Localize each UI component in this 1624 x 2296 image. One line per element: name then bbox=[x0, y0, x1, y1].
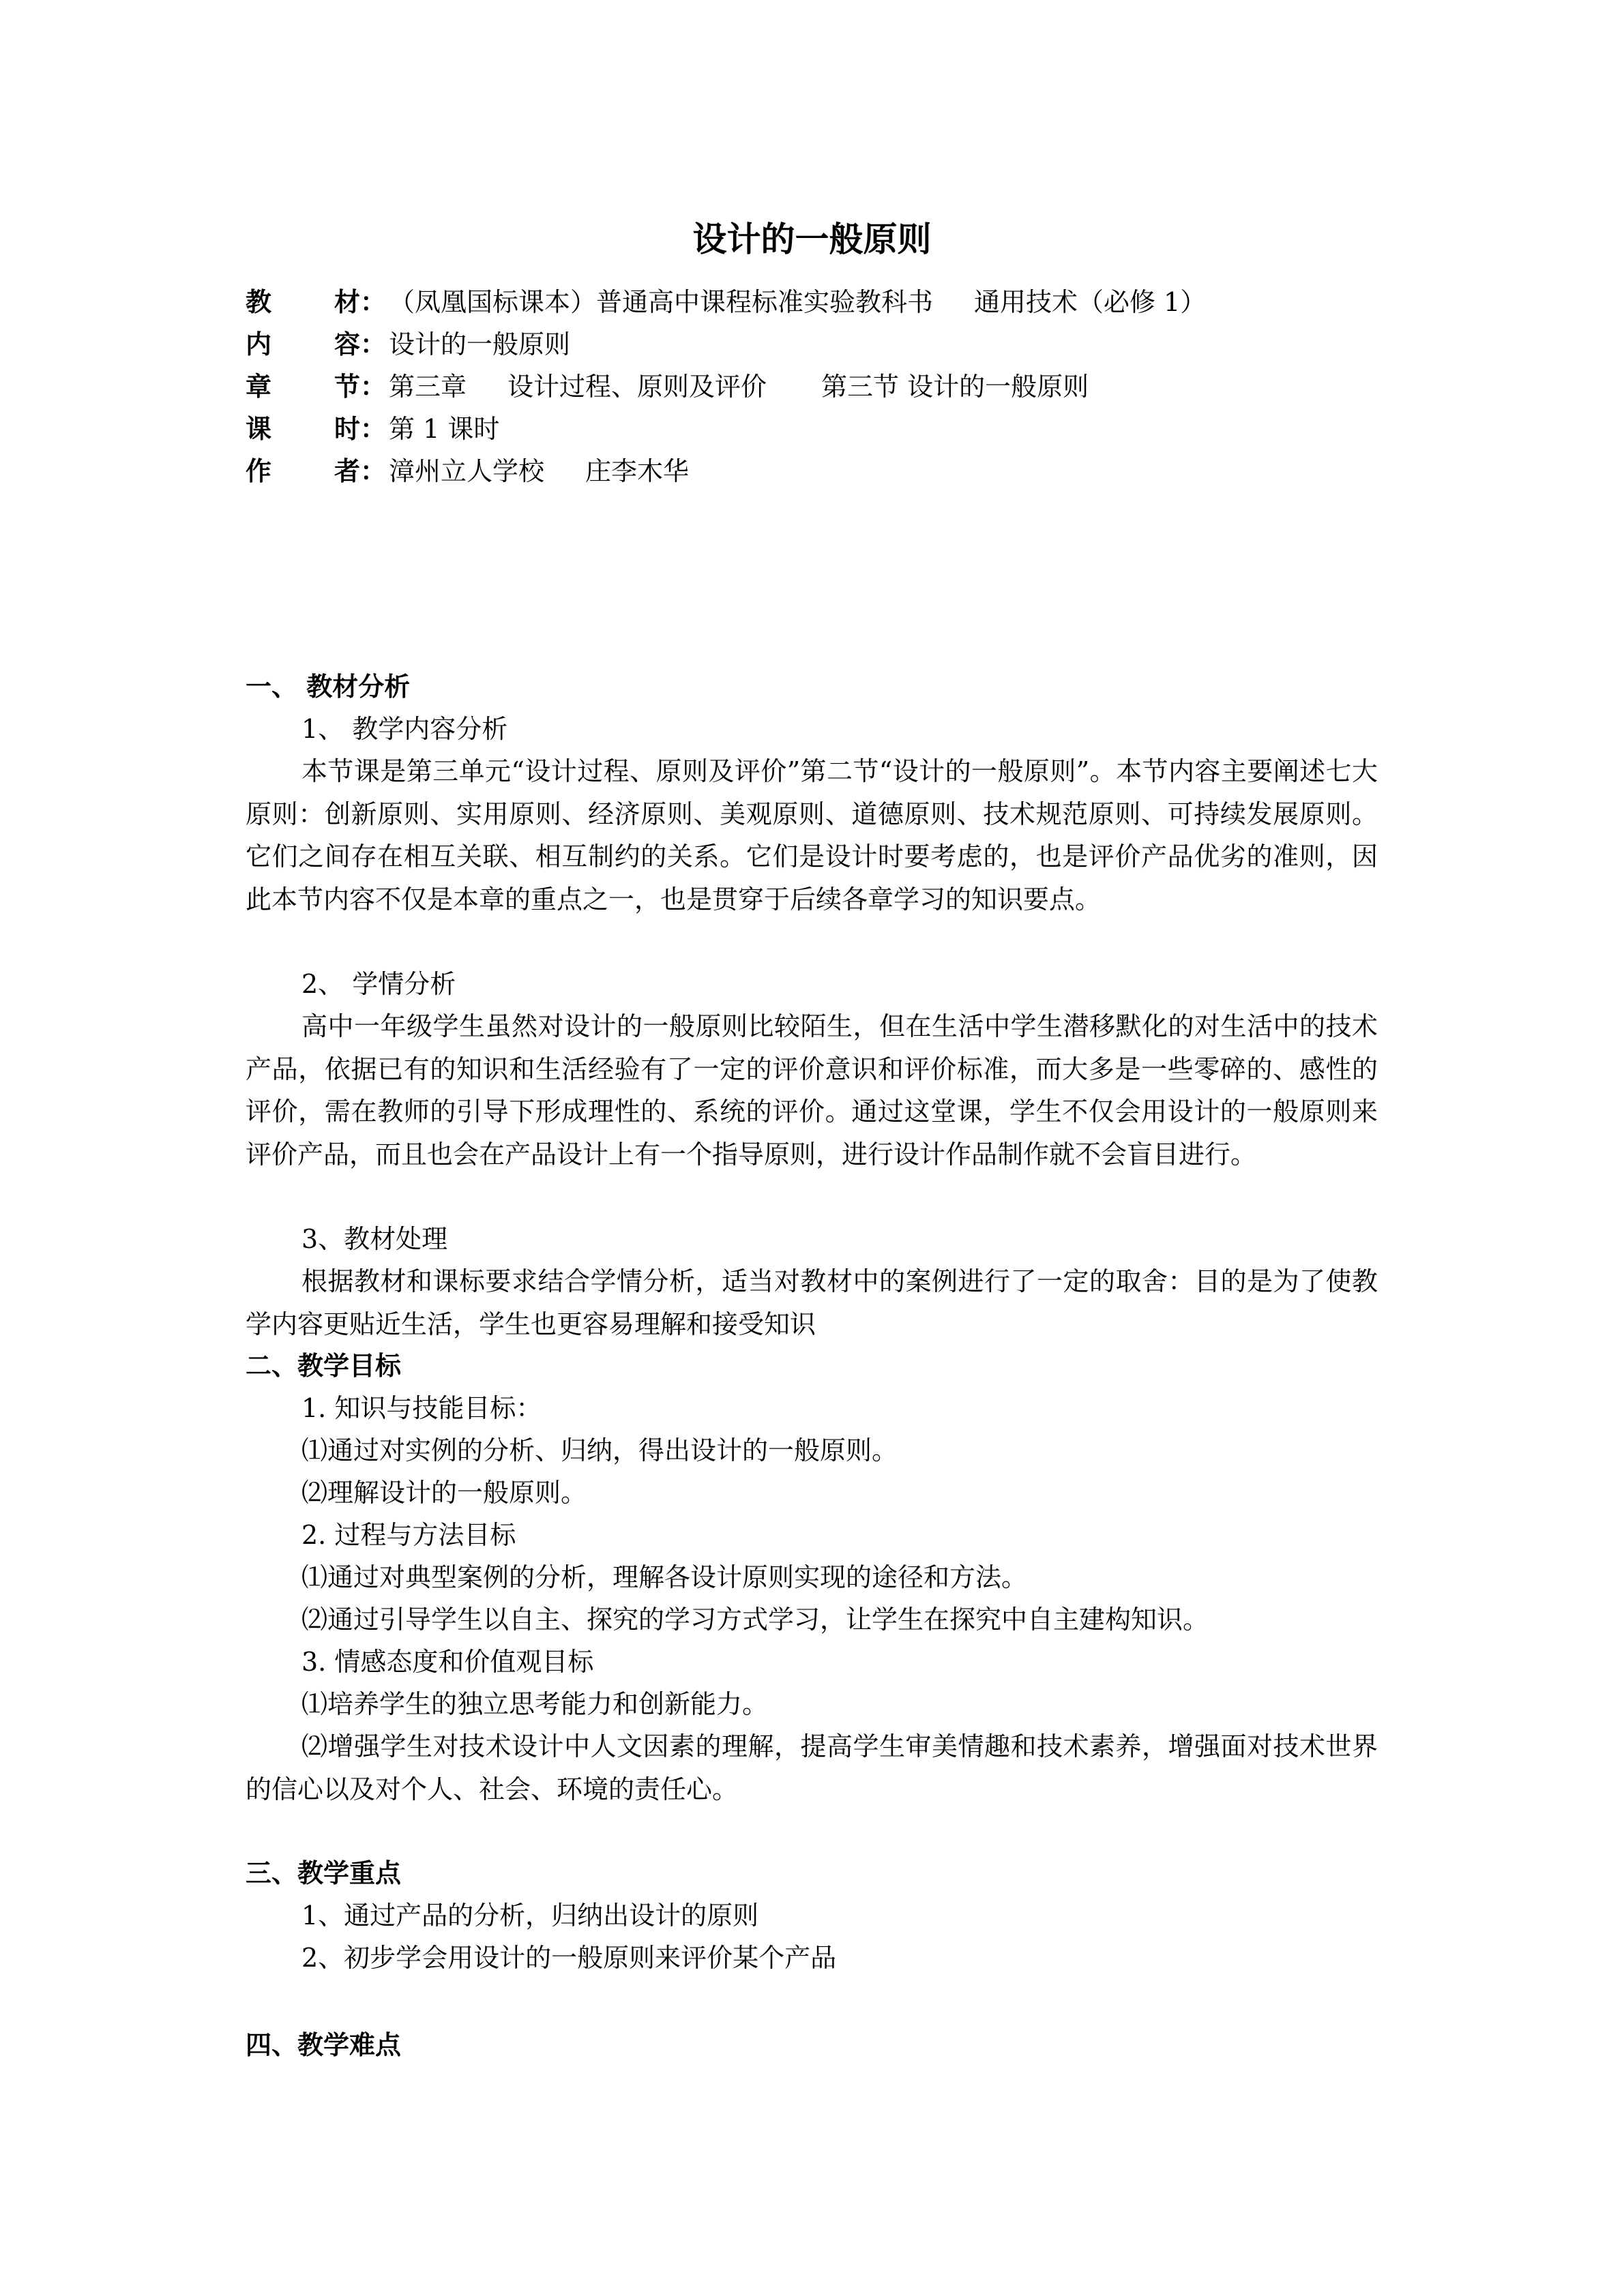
info-label: 者： bbox=[334, 456, 387, 486]
key-point: 1、通过产品的分析，归纳出设计的原则 bbox=[301, 1900, 759, 1930]
info-label: 作 bbox=[246, 456, 272, 486]
goal-item: ⑴通过对典型案例的分析，理解各设计原则实现的途径和方法。 bbox=[301, 1562, 1028, 1592]
info-value: 漳州立人学校 bbox=[389, 456, 545, 486]
info-label: 容： bbox=[334, 329, 387, 359]
goal-heading: 1. 知识与技能目标： bbox=[301, 1393, 542, 1423]
info-row-author bbox=[246, 450, 689, 492]
info-label: 材： bbox=[334, 287, 387, 317]
info-value: 设计的一般原则 bbox=[389, 329, 571, 359]
info-row-period bbox=[246, 408, 499, 450]
info-value: （凤凰国标课本）普通高中课程标准实验教科书 bbox=[389, 287, 934, 317]
document-title: 设计的一般原则 bbox=[692, 220, 932, 259]
goal-item: ⑵增强学生对技术设计中人文因素的理解，提高学生审美情趣和技术素养，增强面对技术世界的信心以及对个人、社会、环境的责任心。 bbox=[246, 1731, 1378, 1804]
goal-heading: 3. 情感态度和价值观目标 bbox=[301, 1647, 594, 1677]
section-heading: 一、 教材分析 bbox=[246, 672, 411, 702]
paragraph: 高中一年级学生虽然对设计的一般原则比较陌生，但在生活中学生潜移默化的对生活中的技术产品，依据已有的知识和生活经验有了一定的评价意识和评价标准，而大多是一些零碎的、感性的评价，需在教师的引导下形成理性的、系统的评价。通过这堂课，学生不仅会用设计的一般原则来评价产品，而且也会在产品设计上有一个指导原则，进行设计作品制作就不会盲目进行。 bbox=[246, 1011, 1378, 1169]
paragraph: 本节课是第三单元“设计过程、原则及评价”第二节“设计的一般原则”。本节内容主要阐述七大原则：创新原则、实用原则、经济原则、美观原则、道德原则、技术规范原则、可持续发展原则。它们之间存在相互关联、相互制约的关系。它们是设计时要考虑的，也是评价产品优劣的准则，因此本节内容不仅是本章的重点之一，也是贯穿于后续各章学习的知识要点。 bbox=[246, 756, 1378, 914]
info-value: 第三章 bbox=[389, 372, 467, 402]
info-value: 通用技术（必修 1） bbox=[974, 287, 1207, 317]
subheading: 2、 学情分析 bbox=[301, 969, 456, 999]
paragraph: 根据教材和课标要求结合学情分析，适当对教材中的案例进行了一定的取舍：目的是为了使教学内容更贴近生活，学生也更容易理解和接受知识 bbox=[246, 1266, 1378, 1339]
goal-item: ⑵通过引导学生以自主、探究的学习方式学习，让学生在探究中自主建构知识。 bbox=[301, 1605, 1209, 1635]
info-value: 第 1 课时 bbox=[389, 414, 500, 444]
info-label: 课 bbox=[246, 414, 272, 444]
subheading: 3、教材处理 bbox=[301, 1224, 448, 1254]
info-row-chapter bbox=[246, 366, 1089, 408]
info-value: 设计过程、原则及评价 bbox=[507, 372, 767, 402]
info-label: 教 bbox=[246, 287, 272, 317]
goal-item: ⑴通过对实例的分析、归纳，得出设计的一般原则。 bbox=[301, 1435, 898, 1465]
info-label: 时： bbox=[334, 414, 387, 444]
subheading: 1、 教学内容分析 bbox=[301, 714, 508, 744]
goal-item: ⑴培养学生的独立思考能力和创新能力。 bbox=[301, 1689, 769, 1719]
info-value: 第三节 设计的一般原则 bbox=[821, 372, 1089, 402]
section-heading: 二、教学目标 bbox=[246, 1351, 402, 1381]
info-value: 庄李木华 bbox=[585, 456, 690, 486]
goal-heading: 2. 过程与方法目标 bbox=[301, 1520, 516, 1550]
info-label: 章 bbox=[246, 372, 272, 402]
section-heading: 三、教学重点 bbox=[246, 1858, 402, 1888]
info-row-content bbox=[246, 323, 570, 366]
info-label: 内 bbox=[246, 329, 272, 359]
goal-item: ⑵理解设计的一般原则。 bbox=[301, 1478, 587, 1508]
key-point: 2、初步学会用设计的一般原则来评价某个产品 bbox=[301, 1943, 837, 1973]
section-heading: 四、教学难点 bbox=[246, 2030, 402, 2060]
info-label: 节： bbox=[334, 372, 387, 402]
info-row-textbook bbox=[246, 281, 1206, 323]
